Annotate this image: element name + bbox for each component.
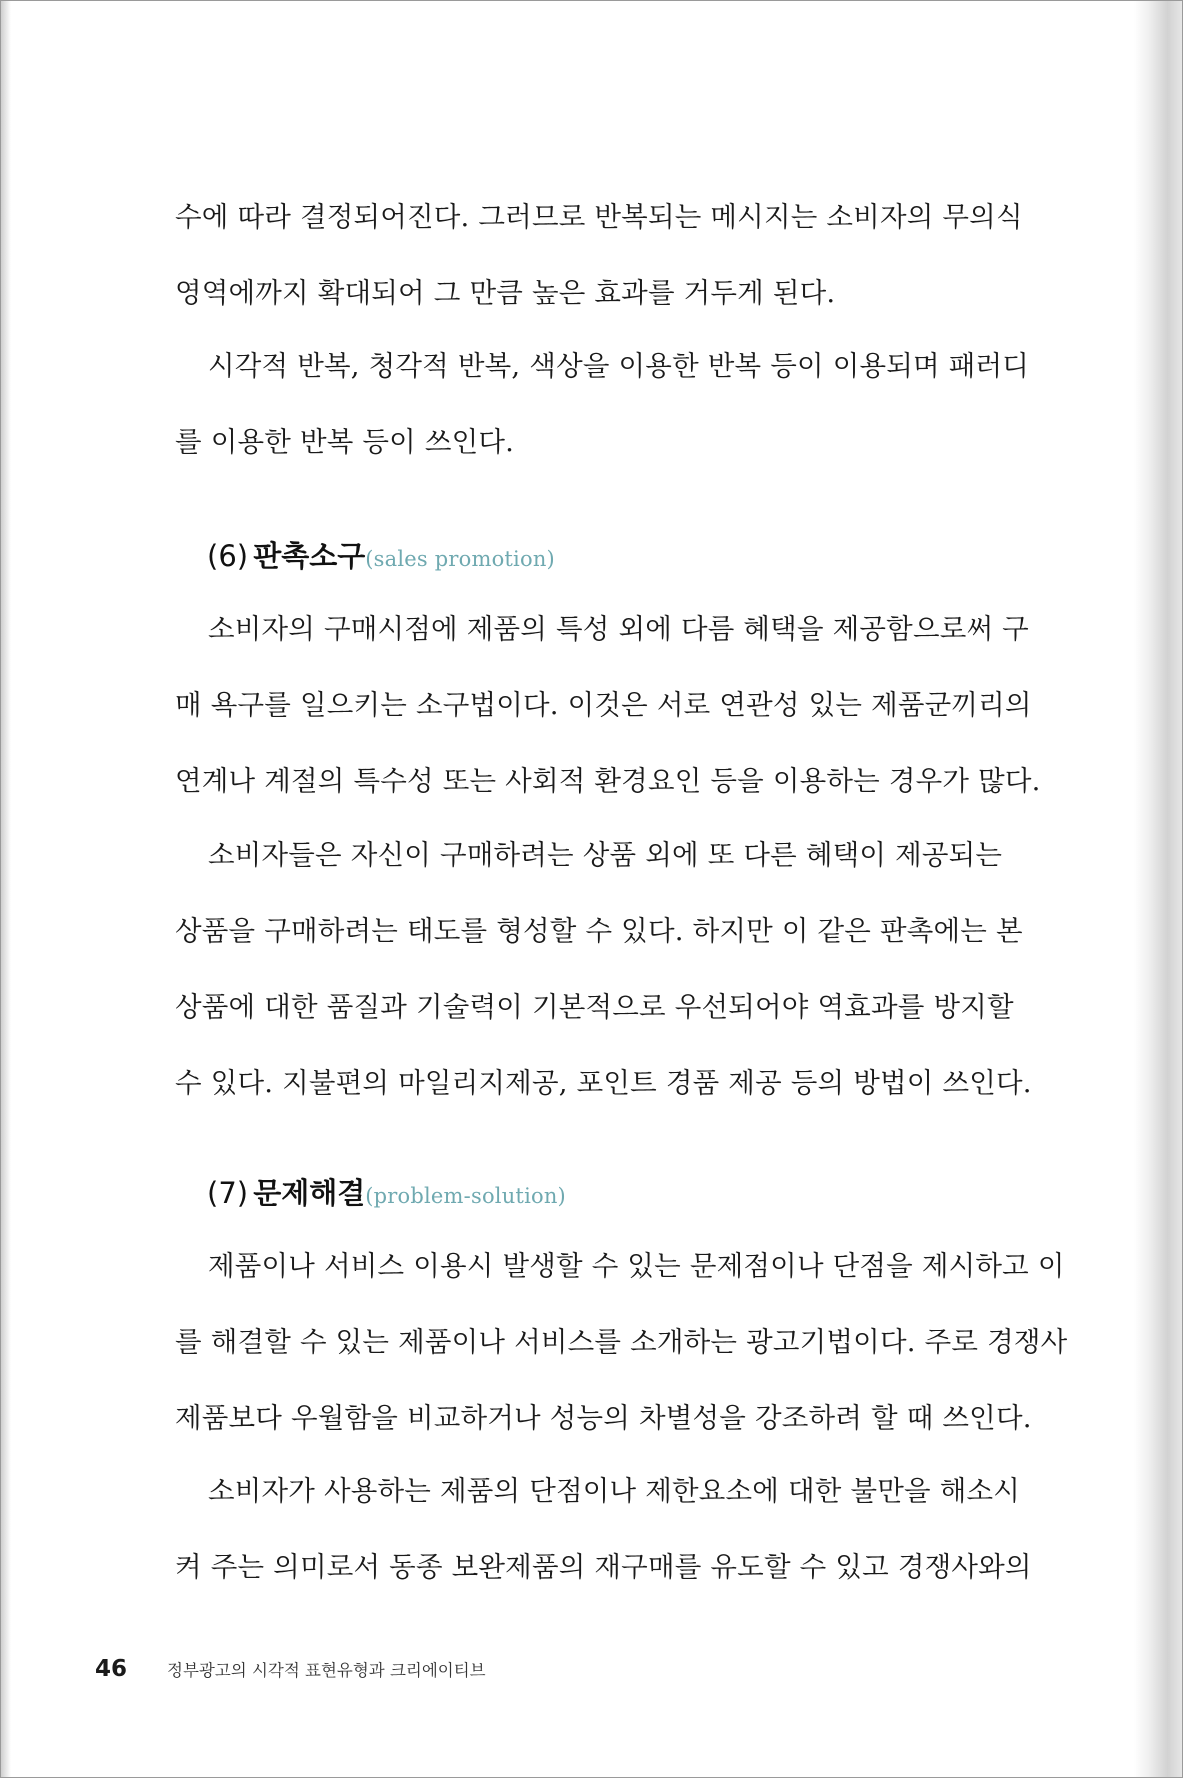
- section-title: 문제해결: [253, 1176, 366, 1210]
- page-number: 46: [95, 1656, 128, 1682]
- paragraph-line: 를 이용한 반복 등이 쓰인다.: [175, 426, 515, 458]
- section-heading-6: [207, 534, 555, 578]
- paragraph-line: 수에 따라 결정되어진다. 그러므로 반복되는 메시지는 소비자의 무의식: [175, 201, 1023, 233]
- paragraph-line: 상품을 구매하려는 태도를 형성할 수 있다. 하지만 이 같은 판촉에는 본: [175, 915, 1023, 947]
- paragraph-line: 소비자들은 자신이 구매하려는 상품 외에 또 다른 혜택이 제공되는: [208, 839, 1003, 871]
- book-title: 정부광고의 시각적 표현유형과 크리에이티브: [167, 1661, 486, 1680]
- section-title: 판촉소구: [253, 539, 366, 573]
- paragraph-line: 제품보다 우월함을 비교하거나 성능의 차별성을 강조하려 할 때 쓰인다.: [175, 1402, 1032, 1434]
- section-number: (6): [207, 539, 249, 573]
- section-english-subtitle: (sales promotion): [365, 547, 555, 571]
- paragraph-line: 켜 주는 의미로서 동종 보완제품의 재구매를 유도할 수 있고 경쟁사와의: [175, 1551, 1032, 1583]
- paragraph-line: 소비자의 구매시점에 제품의 특성 외에 다름 혜택을 제공함으로써 구: [208, 613, 1029, 645]
- page-footer: [95, 1655, 486, 1685]
- page-left-shadow: [1, 1, 11, 1777]
- paragraph-line: 수 있다. 지불편의 마일리지제공, 포인트 경품 제공 등의 방법이 쓰인다.: [175, 1067, 1032, 1099]
- paragraph-line: 연계나 계절의 특수성 또는 사회적 환경요인 등을 이용하는 경우가 많다.: [175, 765, 1041, 797]
- paragraph-line: 소비자가 사용하는 제품의 단점이나 제한요소에 대한 불만을 해소시: [208, 1475, 1021, 1507]
- paragraph-line: 제품이나 서비스 이용시 발생할 수 있는 문제점이나 단점을 제시하고 이: [208, 1250, 1065, 1282]
- section-heading-7: [207, 1171, 566, 1215]
- section-number: (7): [207, 1176, 249, 1210]
- page-right-edge: [1134, 1, 1182, 1777]
- paragraph-line: 상품에 대한 품질과 기술력이 기본적으로 우선되어야 역효과를 방지할: [175, 991, 1014, 1023]
- paragraph-line: 영역에까지 확대되어 그 만큼 높은 효과를 거두게 된다.: [175, 277, 836, 309]
- section-english-subtitle: (problem-solution): [365, 1184, 566, 1208]
- paragraph-line: 시각적 반복, 청각적 반복, 색상을 이용한 반복 등이 이용되며 패러디: [208, 350, 1030, 382]
- paragraph-line: 를 해결할 수 있는 제품이나 서비스를 소개하는 광고기법이다. 주로 경쟁사: [175, 1326, 1068, 1358]
- paragraph-line: 매 욕구를 일으키는 소구법이다. 이것은 서로 연관성 있는 제품군끼리의: [175, 689, 1032, 721]
